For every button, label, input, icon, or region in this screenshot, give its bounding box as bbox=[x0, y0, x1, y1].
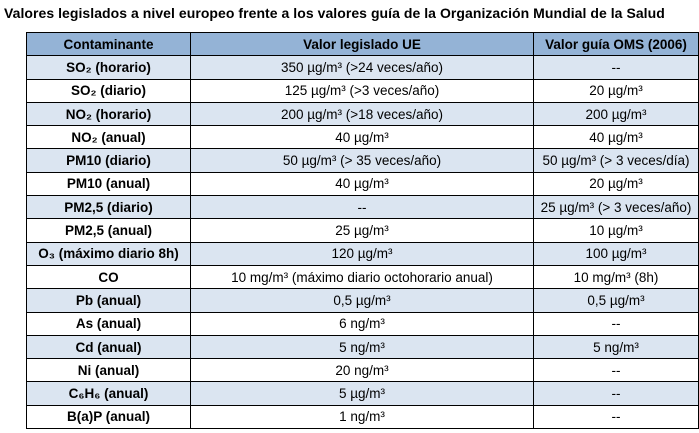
who-value-cell: -- bbox=[534, 382, 699, 405]
eu-value-cell: 20 ng/m³ bbox=[191, 359, 534, 382]
pollutant-cell: PM10 (diario) bbox=[27, 149, 191, 172]
pollutant-cell: Ni (anual) bbox=[27, 359, 191, 382]
eu-value-cell: 120 µg/m³ bbox=[191, 242, 534, 265]
pollutant-cell: SO₂ (horario) bbox=[27, 56, 191, 79]
who-value-cell: -- bbox=[534, 359, 699, 382]
table-row bbox=[27, 126, 699, 149]
eu-value-cell: 10 mg/m³ (máximo diario octohorario anual) bbox=[191, 265, 534, 288]
who-value-cell: 40 µg/m³ bbox=[534, 126, 699, 149]
eu-value-cell: 40 µg/m³ bbox=[191, 126, 534, 149]
pollutant-cell: B(a)P (anual) bbox=[27, 405, 191, 428]
eu-value-cell: 25 µg/m³ bbox=[191, 219, 534, 242]
eu-value-cell: 5 µg/m³ bbox=[191, 382, 534, 405]
column-header-who-value: Valor guía OMS (2006) bbox=[534, 33, 699, 56]
pollutant-cell: Cd (anual) bbox=[27, 335, 191, 358]
pollutant-cell: NO₂ (anual) bbox=[27, 126, 191, 149]
who-value-cell: 50 µg/m³ (> 3 veces/día) bbox=[534, 149, 699, 172]
table-row bbox=[27, 335, 699, 358]
who-value-cell: 20 µg/m³ bbox=[534, 172, 699, 195]
table-row bbox=[27, 312, 699, 335]
who-value-cell: -- bbox=[534, 56, 699, 79]
who-value-cell: 10 mg/m³ (8h) bbox=[534, 265, 699, 288]
table-row bbox=[27, 405, 699, 428]
who-value-cell: 100 µg/m³ bbox=[534, 242, 699, 265]
column-header-eu-value: Valor legislado UE bbox=[191, 33, 534, 56]
pollutant-limits-table bbox=[26, 32, 699, 429]
pollutant-cell: PM2,5 (anual) bbox=[27, 219, 191, 242]
eu-value-cell: 0,5 µg/m³ bbox=[191, 289, 534, 312]
pollutant-cell: PM10 (anual) bbox=[27, 172, 191, 195]
table-row bbox=[27, 265, 699, 288]
table-row bbox=[27, 196, 699, 219]
pollutant-cell: NO₂ (horario) bbox=[27, 102, 191, 125]
table-row bbox=[27, 359, 699, 382]
who-value-cell: -- bbox=[534, 312, 699, 335]
page-title: Valores legislados a nivel europeo frente a los valores guía de la Organización Mundial de la Salud bbox=[4, 5, 665, 21]
who-value-cell: 10 µg/m³ bbox=[534, 219, 699, 242]
table-row bbox=[27, 149, 699, 172]
eu-value-cell: 6 ng/m³ bbox=[191, 312, 534, 335]
eu-value-cell: 125 µg/m³ (>3 veces/año) bbox=[191, 79, 534, 102]
who-value-cell: 25 µg/m³ (> 3 veces/año) bbox=[534, 196, 699, 219]
table-row bbox=[27, 289, 699, 312]
table-row bbox=[27, 242, 699, 265]
eu-value-cell: 40 µg/m³ bbox=[191, 172, 534, 195]
who-value-cell: 0,5 µg/m³ bbox=[534, 289, 699, 312]
table-row bbox=[27, 79, 699, 102]
eu-value-cell: 350 µg/m³ (>24 veces/año) bbox=[191, 56, 534, 79]
pollutant-cell: CO bbox=[27, 265, 191, 288]
table-row bbox=[27, 56, 699, 79]
table-row bbox=[27, 382, 699, 405]
pollutant-cell: O₃ (máximo diario 8h) bbox=[27, 242, 191, 265]
pollutant-cell: C₆H₆ (anual) bbox=[27, 382, 191, 405]
who-value-cell: 20 µg/m³ bbox=[534, 79, 699, 102]
who-value-cell: 200 µg/m³ bbox=[534, 102, 699, 125]
who-value-cell: 5 ng/m³ bbox=[534, 335, 699, 358]
eu-value-cell: 5 ng/m³ bbox=[191, 335, 534, 358]
table-row bbox=[27, 219, 699, 242]
eu-value-cell: 1 ng/m³ bbox=[191, 405, 534, 428]
pollutant-cell: Pb (anual) bbox=[27, 289, 191, 312]
pollutant-cell: SO₂ (diario) bbox=[27, 79, 191, 102]
eu-value-cell: 200 µg/m³ (>18 veces/año) bbox=[191, 102, 534, 125]
column-header-pollutant: Contaminante bbox=[27, 33, 191, 56]
table-row bbox=[27, 172, 699, 195]
eu-value-cell: 50 µg/m³ (> 35 veces/año) bbox=[191, 149, 534, 172]
eu-value-cell: -- bbox=[191, 196, 534, 219]
pollutant-cell: As (anual) bbox=[27, 312, 191, 335]
table-row bbox=[27, 102, 699, 125]
who-value-cell: -- bbox=[534, 405, 699, 428]
table-header-row bbox=[27, 33, 699, 56]
pollutant-cell: PM2,5 (diario) bbox=[27, 196, 191, 219]
